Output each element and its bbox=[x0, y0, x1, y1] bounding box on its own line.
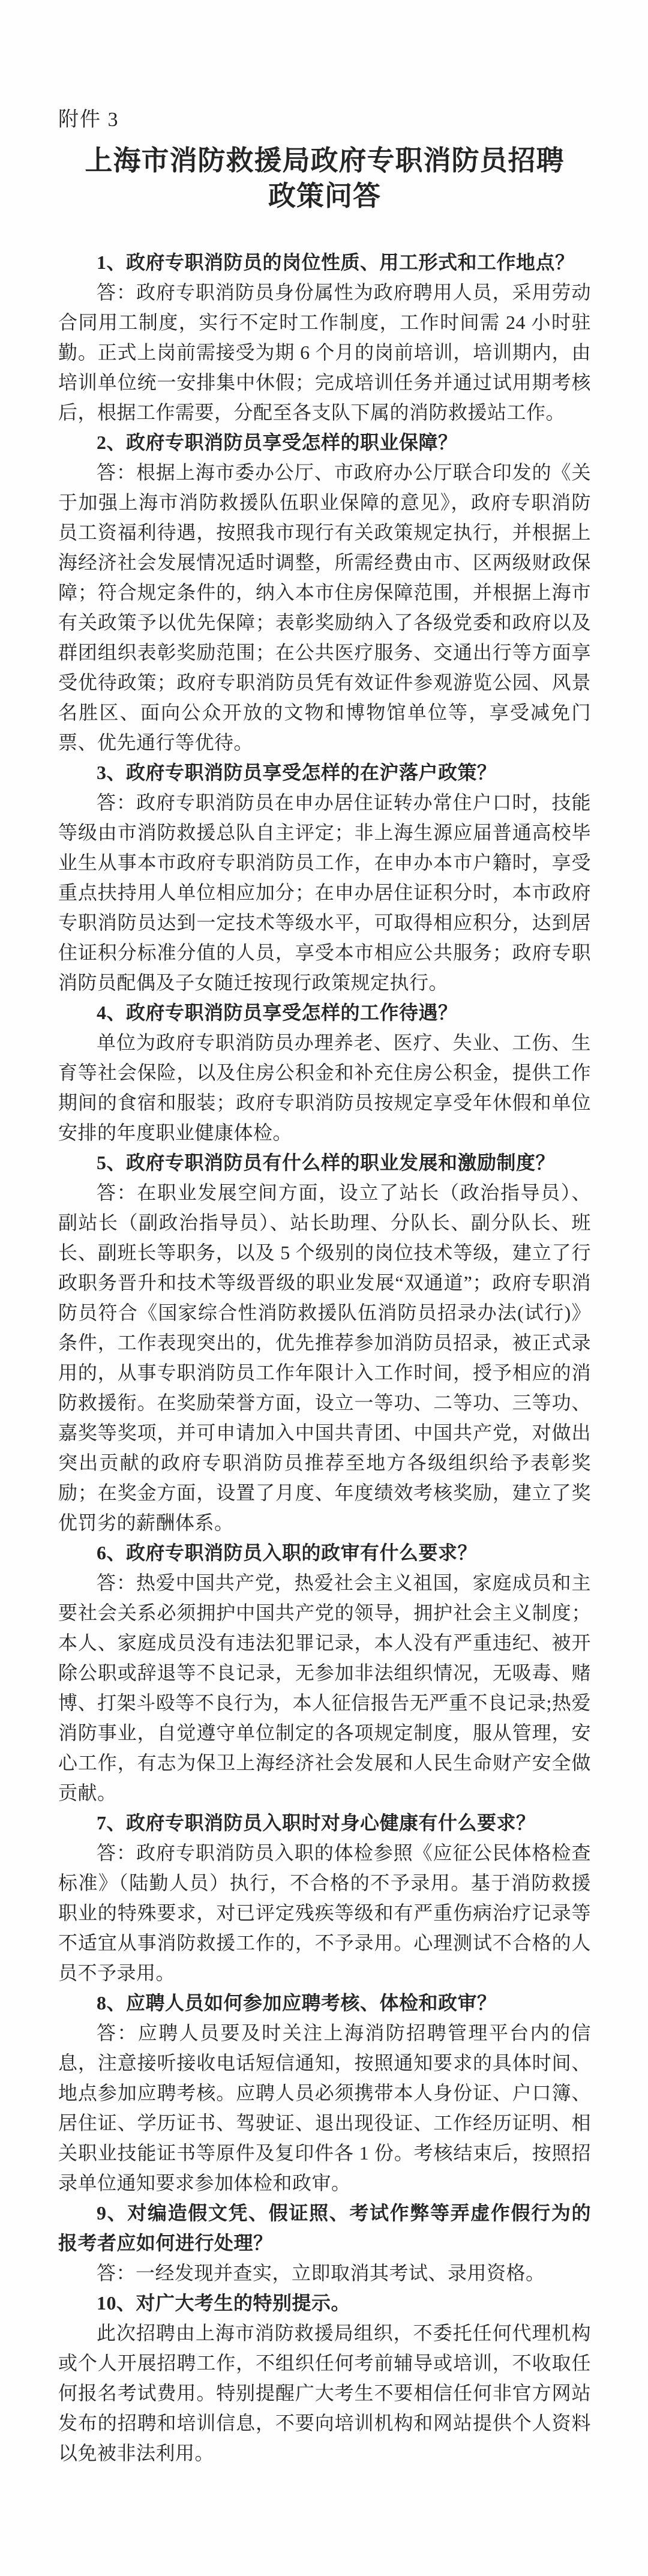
page-title bbox=[58, 143, 591, 214]
page-title-line-1: 上海市消防救援局政府专职消防员招聘 bbox=[85, 145, 565, 176]
question-text: 9、对编造假文凭、假证照、考试作弊等弄虚作假行为的报考者应如何进行处理？ bbox=[58, 2202, 591, 2254]
answer-text: 此次招聘由上海市消防救援局组织，不委托任何代理机构或个人开展招聘工作，不组织任何考前辅导或培训，不收取任何报名考试费用。特别提醒广大考生不要相信任何非官方网站发布的招聘和培训信息，不要向培训机构和网站提供个人资料以免被非法利用。 bbox=[58, 2322, 591, 2464]
answer-text: 答：政府专职消防员入职的体检参照《应征公民体格检查标准》（陆勤人员）执行，不合格的不予录用。基于消防救援职业的特殊要求，对已评定残疾等级和有严重伤病治疗记录等不适宜从事消防救援工作的，不予录用。心理测试不合格的人员不予录用。 bbox=[58, 1842, 591, 1984]
qa-item bbox=[58, 427, 591, 757]
question-text: 10、对广大考生的特别提示。 bbox=[97, 2292, 351, 2314]
qa-body bbox=[58, 247, 591, 2468]
question-text: 4、政府专职消防员享受怎样的工作待遇？ bbox=[97, 1002, 458, 1023]
question-text: 7、政府专职消防员入职时对身心健康有什么要求？ bbox=[97, 1812, 536, 1834]
qa-item bbox=[58, 247, 591, 427]
page-title-line-2: 政策问答 bbox=[268, 181, 381, 211]
answer-text: 答：应聘人员要及时关注上海消防招聘管理平台内的信息，注意接听接收电话短信通知，按照通知要求的具体时间、地点参加应聘考核。应聘人员必须携带本人身份证、户口簿、居住证、学历证书、驾驶证、退出现役证、工作经历证明、相关职业技能证书等原件及复印件各 1 份。考核结束后，按照招录单位通知要求参加体检和政审。 bbox=[58, 2022, 591, 2194]
question-text: 1、政府专职消防员的岗位性质、用工形式和工作地点？ bbox=[97, 251, 575, 273]
question-text: 5、政府专职消防员有什么样的职业发展和激励制度？ bbox=[97, 1152, 556, 1173]
qa-item bbox=[58, 998, 591, 1148]
answer-text: 单位为政府专职消防员办理养老、医疗、失业、工伤、生育等社会保险，以及住房公积金和补充住房公积金，提供工作期间的食宿和服装；政府专职消防员按规定享受年休假和单位安排的年度职业健康体检。 bbox=[58, 1032, 591, 1143]
qa-item bbox=[58, 1988, 591, 2198]
answer-text: 答：根据上海市委办公厅、市政府办公厅联合印发的《关于加强上海市消防救援队伍职业保障的意见》，政府专职消防员工资福利待遇，按照我市现行有关政策规定执行，并根据上海经济社会发展情况适时调整，所需经费由市、区两级财政保障；符合规定条件的，纳入本市住房保障范围，并根据上海市有关政策予以优先保障；表彰奖励纳入了各级党委和政府以及群团组织表彰奖励范围；在公共医疗服务、交通出行等方面享受优待政策；政府专职消防员凭有效证件参观游览公园、风景名胜区、面向公众开放的文物和博物馆单位等，享受减免门票、优先通行等优待。 bbox=[58, 462, 591, 753]
question-text: 8、应聘人员如何参加应聘考核、体检和政审？ bbox=[97, 1992, 497, 2014]
answer-text: 答：一经发现并查实，立即取消其考试、录用资格。 bbox=[97, 2262, 545, 2284]
question-text: 2、政府专职消防员享受怎样的职业保障？ bbox=[97, 432, 458, 453]
qa-item bbox=[58, 757, 591, 998]
attachment-label: 附件 3 bbox=[58, 109, 119, 131]
answer-text: 答：热爱中国共产党，热爱社会主义祖国，家庭成员和主要社会关系必须拥护中国共产党的领导，拥护社会主义制度；本人、家庭成员没有违法犯罪记录，本人没有严重违纪、被开除公职或辞退等不良记录，无参加非法组织情况，无吸毒、赌博、打架斗殴等不良行为，本人征信报告无严重不良记录;热爱消防事业，自觉遵守单位制定的各项规定制度，服从管理，安心工作，有志为保卫上海经济社会发展和人民生命财产安全做贡献。 bbox=[58, 1572, 591, 1804]
question-text: 3、政府专职消防员享受怎样的在沪落户政策？ bbox=[97, 762, 497, 783]
qa-item bbox=[58, 1148, 591, 1538]
qa-item bbox=[58, 2198, 591, 2288]
qa-item bbox=[58, 1538, 591, 1808]
qa-item bbox=[58, 2288, 591, 2468]
question-text: 6、政府专职消防员入职的政审有什么要求？ bbox=[97, 1542, 478, 1563]
answer-text: 答：政府专职消防员身份属性为政府聘用人员，采用劳动合同用工制度，实行不定时工作制度，工作时间需 24 小时驻勤。正式上岗前需接受为期 6 个月的岗前培训，培训期内，由培训单位统一安排集中休假；完成培训任务并通过试用期考核后，根据工作需要，分配至各支队下属的消防救援站工作。 bbox=[58, 281, 591, 423]
answer-text: 答：政府专职消防员在申办居住证转办常住户口时，技能等级由市消防救援总队自主评定；非上海生源应届普通高校毕业生从事本市政府专职消防员工作，在申办本市户籍时，享受重点扶持用人单位相应加分；在申办居住证积分时，本市政府专职消防员达到一定技术等级水平，可取得相应积分，达到居住证积分标准分值的人员，享受本市相应公共服务；政府专职消防员配偶及子女随迁按现行政策规定执行。 bbox=[58, 792, 591, 993]
qa-item bbox=[58, 1808, 591, 1988]
answer-text: 答：在职业发展空间方面，设立了站长（政治指导员）、副站长（副政治指导员）、站长助理、分队长、副分队长、班长、副班长等职务，以及 5 个级别的岗位技术等级，建立了行政职务晋升和技术等级晋级的职业发展“双通道”；政府专职消防员符合《国家综合性消防救援队伍消防员招录办法(试行)》条件，工作表现突出的，优先推荐参加消防员招录，被正式录用的，从事专职消防员工作年限计入工作时间，授予相应的消防救援衔。在奖励荣誉方面，设立一等功、二等功、三等功、嘉奖等奖项，并可申请加入中国共青团、中国共产党，对做出突出贡献的政府专职消防员推荐至地方各级组织给予表彰奖励；在奖金方面，设置了月度、年度绩效考核奖励，建立了奖优罚劣的薪酬体系。 bbox=[58, 1182, 591, 1533]
